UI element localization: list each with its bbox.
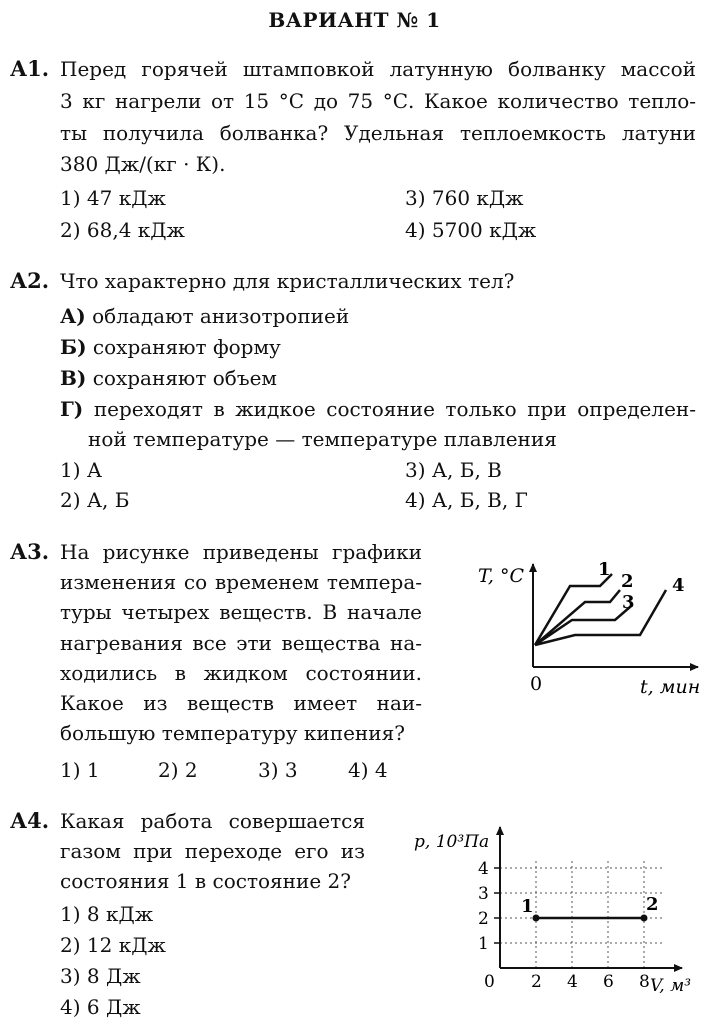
question-a3-text-line: ходились в жидком состоянии.	[60, 661, 422, 685]
answer-option[interactable]: 1) 1	[60, 758, 100, 782]
answer-option[interactable]: 4) А, Б, В, Г	[405, 488, 528, 512]
y-axis-label: T, °C	[478, 565, 524, 587]
statement-letter: В)	[60, 366, 87, 390]
statement-item	[60, 394, 696, 424]
question-a1-text-line: ты получила болванка? Удельная теплоемкость латуни	[60, 121, 696, 145]
answer-option[interactable]: 2) 12 кДж	[60, 933, 166, 957]
x-tick-label: 4	[567, 972, 578, 992]
statement-text: обладают анизотропией	[92, 304, 350, 328]
statement-item	[60, 301, 349, 331]
x-axis-label: t, мин	[640, 676, 701, 698]
state-label-2: 2	[646, 894, 659, 915]
answer-option[interactable]: 4) 5700 кДж	[405, 218, 537, 242]
origin-label: 0	[484, 972, 495, 992]
answer-option[interactable]: 2) 2	[158, 758, 198, 782]
answer-option[interactable]: 4) 6 Дж	[60, 995, 141, 1019]
series-line-3	[535, 607, 630, 645]
question-a3-text-line: нагревания все эти вещества на-	[60, 631, 422, 655]
statement-letter: Г)	[60, 397, 84, 421]
y-tick-label: 4	[478, 859, 489, 879]
question-a4-text-line: Какая работа совершается	[60, 809, 365, 833]
question-a3-text-line: туры четырех веществ. В начале	[60, 600, 422, 624]
question-a2-text: Что характерно для кристаллических тел?	[60, 269, 515, 293]
answer-option[interactable]: 1) 8 кДж	[60, 902, 154, 926]
y-tick-label: 3	[478, 884, 489, 904]
statement-letter: А)	[60, 304, 86, 328]
question-a3-text-line: большую температуру кипения?	[60, 721, 405, 745]
answer-option[interactable]: 3) 8 Дж	[60, 964, 141, 988]
series-label-1: 1	[598, 559, 611, 580]
statement-letter: Б)	[60, 335, 87, 359]
statement-text: переходят в жидкое состояние только при определен-	[93, 397, 696, 421]
state-point-1	[533, 915, 540, 922]
question-a1-text-line: 3 кг нагрели от 15 °С до 75 °С. Какое количество тепло-	[60, 89, 696, 113]
series-label-4: 4	[672, 575, 685, 596]
statement-continuation: ной температуре — температуре плавления	[88, 427, 557, 451]
question-a3-text-line: Какое из веществ имеет наи-	[60, 691, 422, 715]
series-label-2: 2	[621, 571, 634, 592]
x-tick-label: 6	[603, 972, 614, 992]
temperature-time-graph	[440, 550, 705, 700]
y-axis-label: p, 10³Па	[414, 832, 490, 852]
answer-option[interactable]: 3) 3	[258, 758, 298, 782]
question-a1-text-line: 380 Дж/(кг · К).	[60, 152, 226, 176]
origin-label: 0	[530, 673, 543, 695]
y-tick-label: 2	[478, 909, 489, 929]
statement-text: сохраняют форму	[92, 335, 281, 359]
series-line-4	[535, 590, 666, 645]
answer-option[interactable]: 2) А, Б	[60, 488, 130, 512]
question-a4-number: А4.	[10, 808, 50, 833]
x-tick-label: 2	[531, 972, 542, 992]
answer-option[interactable]: 1) 47 кДж	[60, 186, 166, 210]
answer-option[interactable]: 3) 760 кДж	[405, 186, 524, 210]
state-label-1: 1	[521, 896, 534, 917]
x-axis-label: V, м³	[650, 976, 692, 996]
question-a3-text-line: изменения со временем темпера-	[60, 570, 422, 594]
x-tick-label: 8	[639, 972, 650, 992]
question-a3-text-line: На рисунке приведены графики	[60, 540, 422, 564]
question-a2-number: А2.	[10, 268, 50, 293]
question-a4-text-line: состояния 1 в состояние 2?	[60, 869, 351, 893]
question-a4-text-line: газом при переходе его из	[60, 839, 365, 863]
question-a3-number: А3.	[10, 539, 50, 564]
answer-option[interactable]: 1) А	[60, 458, 103, 482]
answer-option[interactable]: 2) 68,4 кДж	[60, 218, 185, 242]
question-a1-number: А1.	[10, 56, 50, 81]
answer-option[interactable]: 4) 4	[348, 758, 388, 782]
statement-item	[60, 363, 277, 393]
y-tick-label: 1	[478, 934, 489, 954]
question-a1-text-line: Перед горячей штамповкой латунную болванку массой	[60, 57, 696, 81]
pressure-volume-graph	[400, 815, 705, 1020]
series-label-3: 3	[622, 592, 635, 613]
statement-item	[60, 332, 281, 362]
page-title: ВАРИАНТ № 1	[268, 8, 441, 32]
statement-text: сохраняют объем	[92, 366, 277, 390]
state-point-2	[641, 915, 648, 922]
answer-option[interactable]: 3) А, Б, В	[405, 458, 502, 482]
